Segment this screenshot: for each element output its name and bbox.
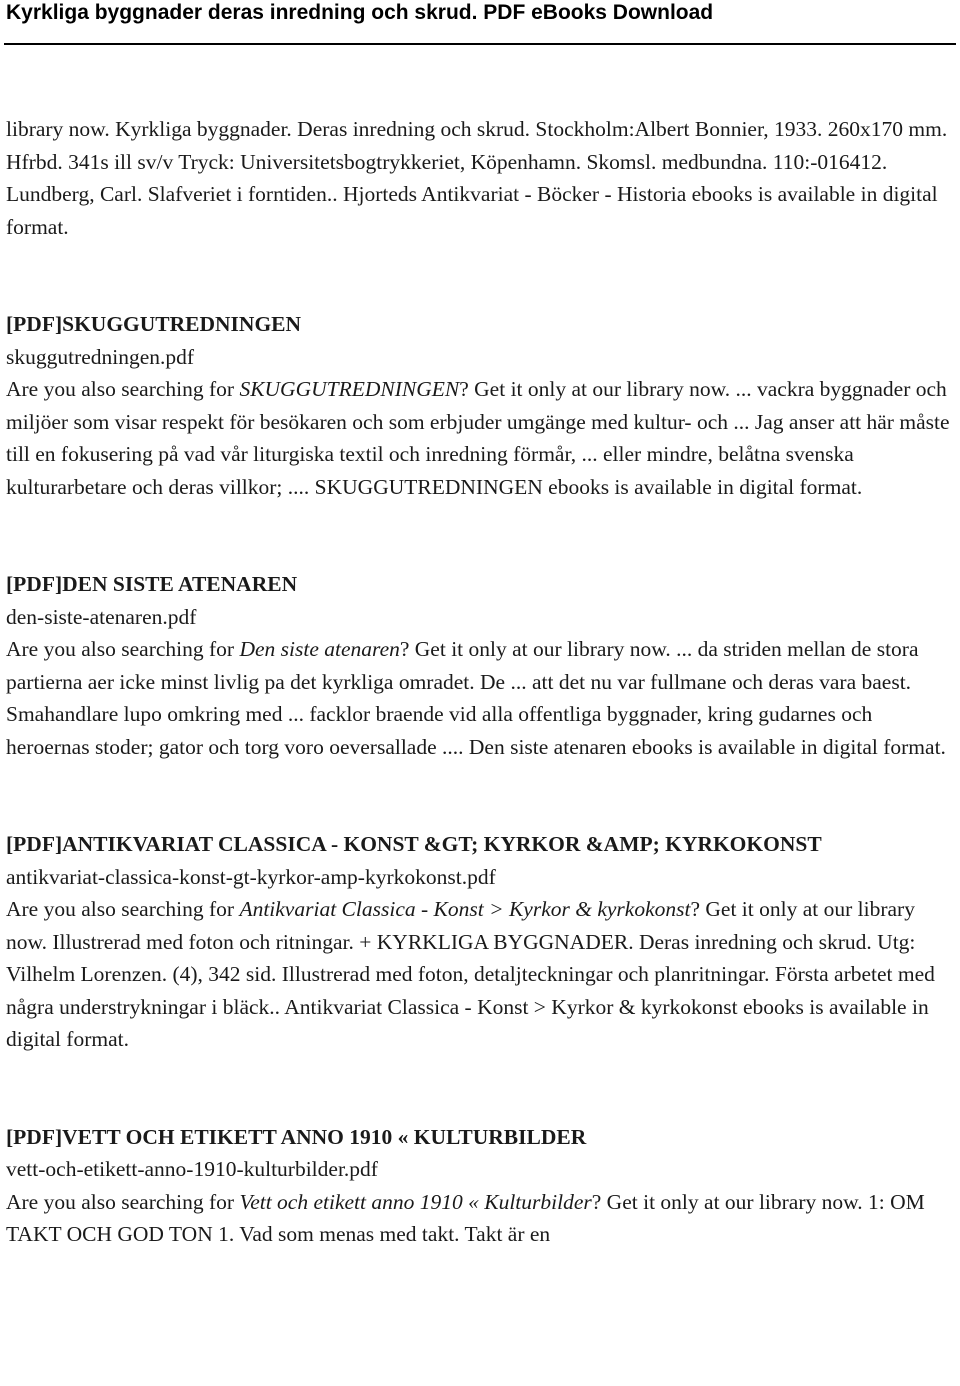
search-query: Vett och etikett anno 1910 « Kulturbilder: [239, 1189, 592, 1214]
search-prefix: Are you also searching for: [6, 897, 240, 921]
result-section-antikvariat-classica: [6, 828, 952, 1056]
search-query: Den siste atenaren: [239, 637, 400, 661]
description-text: ? Get it only at our library now. 1: OM TAKT OCH GOD TON 1. Vad som menas med takt. Takt är en: [6, 1189, 925, 1246]
section-filename: den-siste-atenaren.pdf: [6, 604, 197, 629]
section-description: [6, 633, 952, 763]
page-title: Kyrkliga byggnader deras inredning och skrud. PDF eBooks Download: [6, 1, 714, 24]
search-query: SKUGGUTREDNINGEN: [239, 377, 460, 401]
search-prefix: Are you also searching for: [6, 637, 240, 661]
section-title[interactable]: [PDF]DEN SISTE ATENAREN: [6, 572, 298, 596]
section-filename: vett-och-etikett-anno-1910-kulturbilder.pdf: [6, 1157, 378, 1181]
section-filename: antikvariat-classica-konst-gt-kyrkor-amp-kyrkokonst.pdf: [6, 864, 496, 889]
result-section-vett-och-etikett: [6, 1121, 952, 1251]
section-description: [6, 373, 952, 503]
header-divider: [4, 43, 956, 45]
description-text: ? Get it only at our library now. Illustrerad med foton och ritningar. + KYRKLIGA BYGGNADER. Deras inredning och skrud. Utg: Vilhelm Lorenzen. (4), 342 sid. Illustrerad med foton, detaljteckningar och planritningar. Första arbetet med några understrykningar i bläck.. Antikvariat Classica - Konst > Kyrkor & kyrkokonst ebooks is available in digital format.: [6, 897, 935, 1051]
section-title[interactable]: [PDF]VETT OCH ETIKETT ANNO 1910 « KULTURBILDER: [6, 1124, 587, 1149]
intro-paragraph: library now. Kyrkliga byggnader. Deras inredning och skrud. Stockholm:Albert Bonnier, 1933. 260x170 mm. Hfrbd. 341s ill sv/v Tryck: Universitetsbogtrykkeriet, Köpenhamn. Skomsl. medbundna. 110:-016412. Lundberg, Carl. Slafveriet i forntiden.. Hjorteds Antikvariat - Böcker - Historia ebooks is available in digital format.: [6, 117, 948, 239]
section-title[interactable]: [PDF]ANTIKVARIAT CLASSICA - KONST &GT; KYRKOR &AMP; KYRKOKONST: [6, 832, 822, 856]
section-title[interactable]: [PDF]SKUGGUTREDNINGEN: [6, 312, 302, 336]
result-section-skuggutredningen: [6, 308, 952, 503]
section-filename: skuggutredningen.pdf: [6, 344, 195, 369]
section-description: [6, 893, 952, 1056]
description-text: ? Get it only at our library now. ... vackra byggnader och miljöer som visar respekt för besökaren och som erbjuder umgänge med kultur- och ... Jag anser att här måste till en fokusering på vad vår liturgiska textil och inredning förmår, ... eller mindre, belåtna svenska kulturarbetare och deras villkor; .... SKUGGUTREDNINGEN ebooks is available in digital format.: [6, 377, 950, 499]
document-body: [6, 113, 952, 1251]
search-prefix: Are you also searching for: [6, 377, 240, 401]
search-query: Antikvariat Classica - Konst > Kyrkor & kyrkokonst: [239, 897, 691, 921]
description-text: ? Get it only at our library now. ... da striden mellan de stora partierna aer icke minst livlig pa det kyrkliga omradet. De ... att det nu var fullmane och deras vara baest. Smahandlare lupo omkring med ... facklor braende vid alla offentliga byggnader, kring gudarnes och heroernas stoder; gator och torg voro oeversallade .... Den siste atenaren ebooks is available in digital format.: [6, 637, 946, 759]
section-description: [6, 1186, 952, 1251]
result-section-den-siste-atenaren: [6, 568, 952, 763]
search-prefix: Are you also searching for: [6, 1189, 240, 1214]
